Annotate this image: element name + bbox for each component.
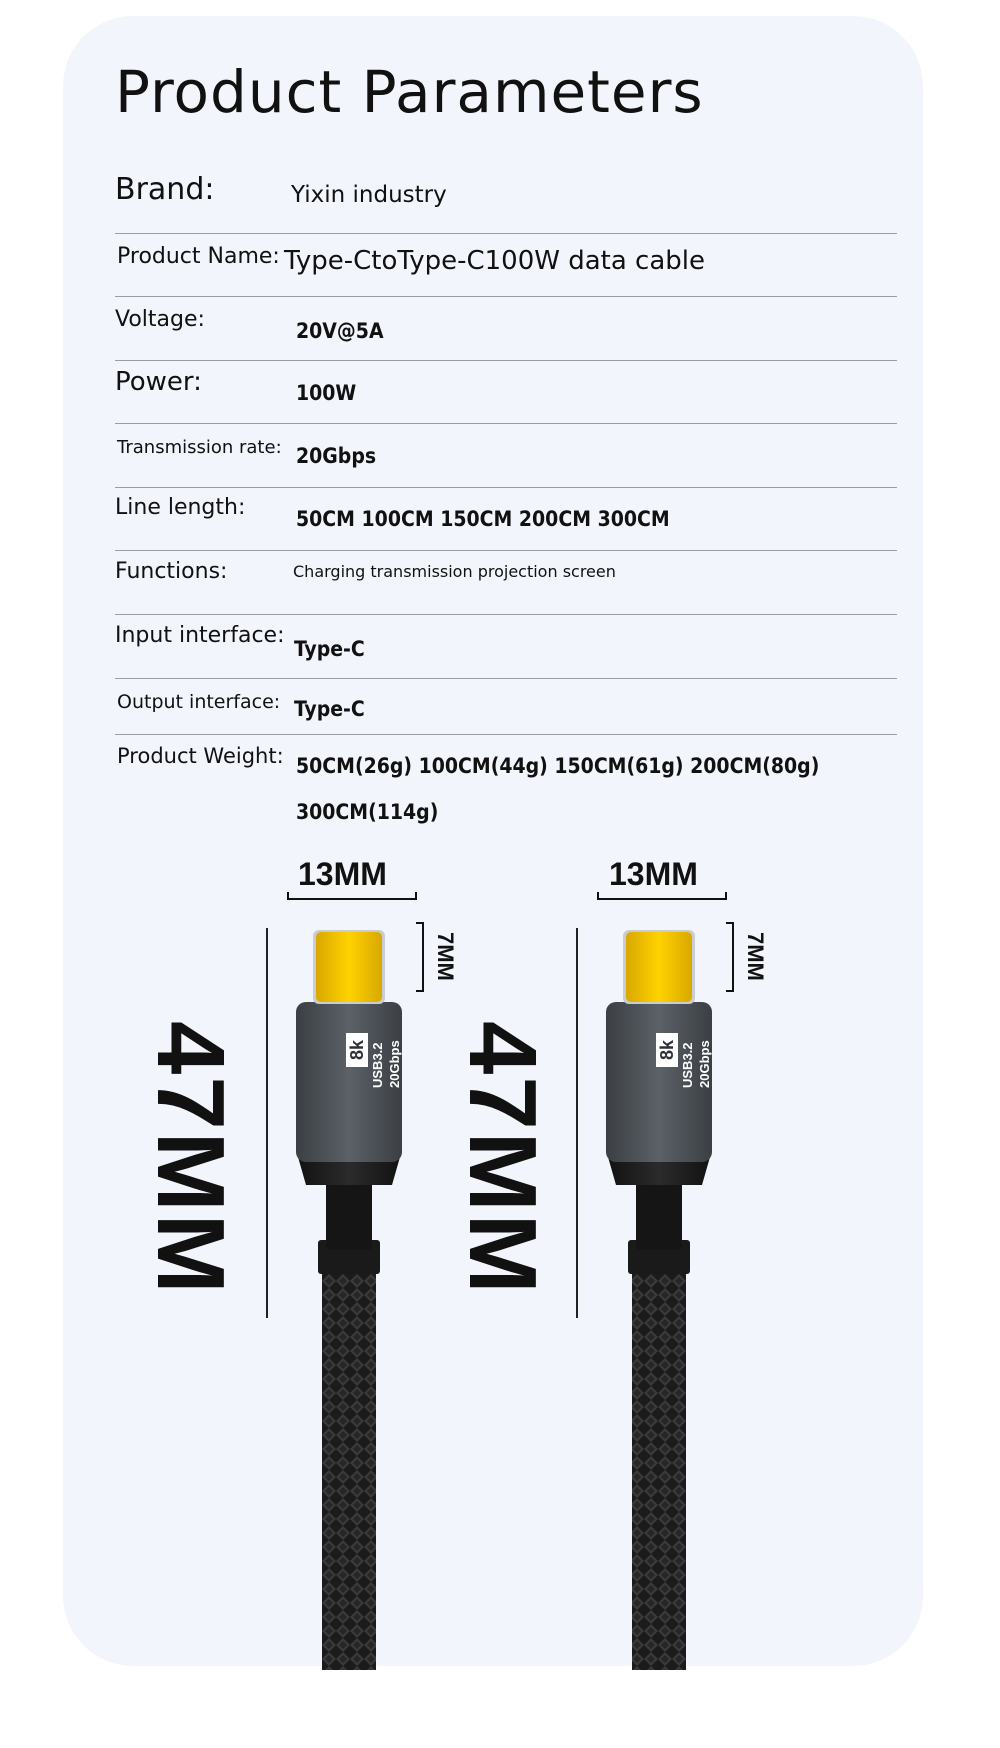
param-value: 20Gbps: [296, 444, 377, 468]
gold-plug: [626, 932, 692, 1002]
length-dimension-label: 47MM: [449, 1021, 556, 1296]
param-label: Product Name:: [117, 244, 280, 269]
length-dimension-label: 47MM: [137, 1021, 244, 1296]
braided-cable: [632, 1270, 686, 1670]
tip-dimension-label: 7MM: [433, 932, 458, 981]
tip-dimension-label: 7MM: [743, 932, 768, 981]
param-value-continued: 300CM(114g): [296, 800, 439, 824]
badge-text: 8k: [657, 1039, 677, 1061]
tip-bracket: [416, 922, 424, 992]
param-value: Type-C: [294, 637, 365, 661]
param-value: Type-CtoType-C100W data cable: [284, 246, 705, 276]
param-value: 20V@5A: [296, 319, 384, 343]
param-label: Product Weight:: [117, 744, 284, 768]
cable-collar: [326, 1180, 372, 1250]
param-value: 50CM(26g) 100CM(44g) 150CM(61g) 200CM(80g): [296, 754, 820, 778]
gold-plug: [316, 932, 382, 1002]
param-label: Voltage:: [115, 307, 205, 332]
badge-text: 8k: [347, 1039, 367, 1061]
housing-text-speed: 20Gbps: [697, 1040, 712, 1088]
braided-cable: [322, 1270, 376, 1670]
housing-text-usb: USB3.2: [370, 1042, 385, 1088]
housing-text-speed: 20Gbps: [387, 1040, 402, 1088]
width-dimension-label: 13MM: [298, 856, 387, 892]
width-bracket: [287, 892, 417, 900]
param-value: 100W: [296, 381, 357, 405]
tip-bracket: [726, 922, 734, 992]
length-line: [266, 928, 268, 1318]
param-value: 50CM 100CM 150CM 200CM 300CM: [296, 507, 670, 531]
param-value: Type-C: [294, 697, 365, 721]
param-label: Input interface:: [115, 623, 285, 648]
length-line: [576, 928, 578, 1318]
param-label: Power:: [115, 367, 202, 397]
param-label: Transmission rate:: [117, 437, 282, 458]
width-bracket: [597, 892, 727, 900]
param-value: Yixin industry: [291, 182, 447, 208]
page-title: Product Parameters: [115, 58, 704, 126]
param-label: Output interface:: [117, 691, 281, 713]
param-label: Brand:: [115, 172, 215, 207]
param-value: Charging transmission projection screen: [293, 562, 616, 581]
width-dimension-label: 13MM: [609, 856, 698, 892]
housing-text-usb: USB3.2: [680, 1042, 695, 1088]
param-label: Functions:: [115, 559, 228, 584]
cable-collar: [636, 1180, 682, 1250]
param-label: Line length:: [115, 495, 246, 520]
